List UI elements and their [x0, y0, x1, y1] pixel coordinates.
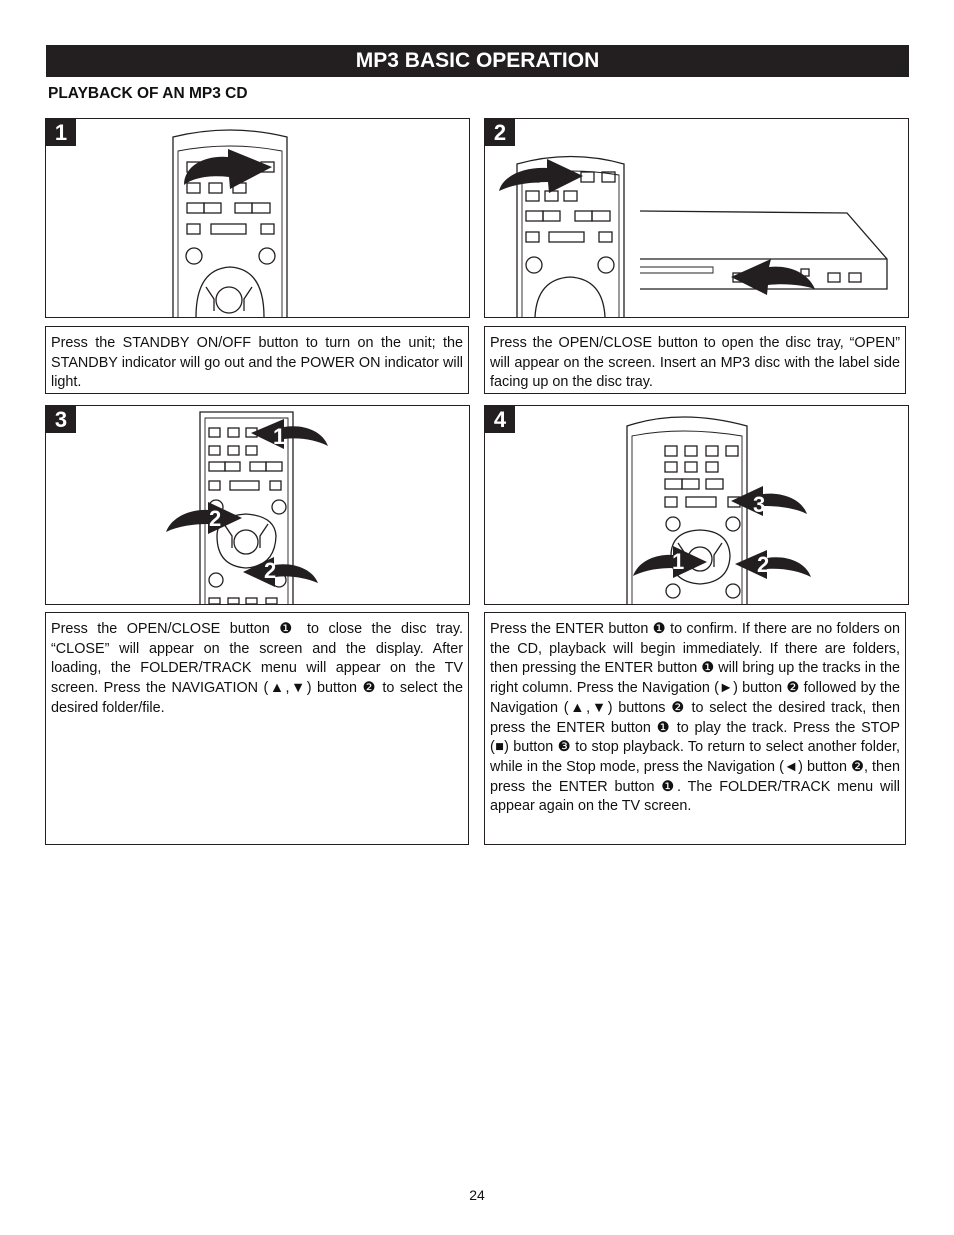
curved-arrow-icon	[243, 557, 318, 587]
step-2-description: Press the OPEN/CLOSE button to open the disc tray, “OPEN” will appear on the screen. Insert an MP3 disc with the label side facing up on the disc tray.	[484, 326, 906, 394]
step-4-badge: 4	[485, 406, 515, 433]
page-number: 24	[469, 1187, 485, 1203]
step-2-badge: 2	[485, 119, 515, 146]
step-3-badge: 3	[46, 406, 76, 433]
curved-arrow-icon	[633, 546, 707, 578]
section-title: PLAYBACK OF AN MP3 CD	[48, 85, 248, 102]
page-title: MP3 BASIC OPERATION	[46, 45, 909, 77]
step-4-illustration	[484, 405, 909, 605]
step-1-illustration	[45, 118, 470, 318]
step-1-description: Press the STANDBY ON/OFF button to turn on the unit; the STANDBY indicator will go out and the POWER ON indicator will light.	[45, 326, 469, 394]
curved-arrow-icon	[251, 419, 328, 449]
step-2-illustration	[484, 118, 909, 318]
step-3-illustration	[45, 405, 470, 605]
remote-control-icon	[627, 417, 747, 604]
callout-number: 1	[273, 424, 286, 449]
step-4-description: Press the ENTER button ❶ to confirm. If there are no folders on the CD, playback will begin immediately. If there are folders, then pressing the ENTER button ❶ will bring up the tracks in the right column. Press the Navigation (►) button ❷ followed by the Navigation (▲,▼) buttons ❷ to select the desired track, then press the ENTER button ❶ to play the track. Press the STOP (■) button ❸ to stop playback. To return to select another folder, while in the Stop mode, press the Navigation (◄) button ❷, then press the ENTER button ❶. The FOLDER/TRACK menu will appear again on the TV screen.	[484, 612, 906, 845]
curved-arrow-icon	[499, 159, 583, 193]
step-1-badge: 1	[46, 119, 76, 146]
curved-arrow-icon	[166, 502, 242, 534]
callout-number: 2	[209, 506, 222, 531]
callout-number: 2	[757, 552, 770, 577]
callout-number: 1	[672, 549, 685, 574]
callout-number: 2	[264, 558, 277, 583]
step-3-description: Press the OPEN/CLOSE button ❶ to close the disc tray. “CLOSE” will appear on the screen and the display. After loading, the FOLDER/TRACK menu will appear on the TV screen. Press the NAVIGATION (▲,▼) button ❷ to select the desired folder/file.	[45, 612, 469, 845]
callout-number: 3	[753, 492, 766, 517]
